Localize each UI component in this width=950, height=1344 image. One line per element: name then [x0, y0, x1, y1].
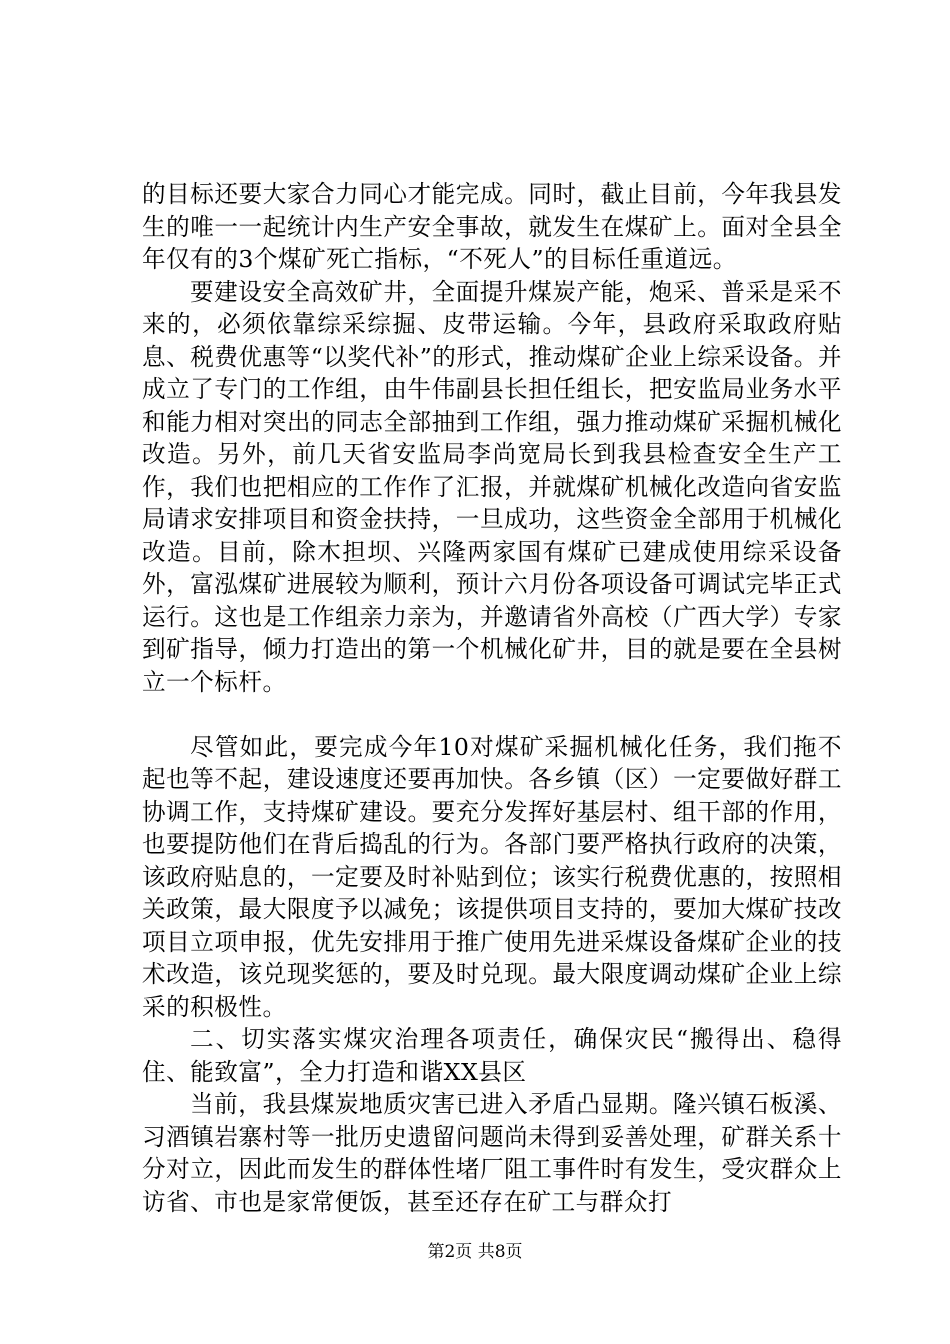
- page-footer: 第2页 共8页: [427, 1242, 523, 1262]
- paragraph-3: 尽管如此，要完成今年10对煤矿采掘机械化任务，我们拖不起也等不起，建设速度还要再加快。各乡镇（区）一定要做好群工协调工作，支持煤矿建设。要充分发挥好基层村、组干部的作用，也要提防他们在背后捣乱的行为。各部门要严格执行政府的决策，该政府贴息的，一定要及时补贴到位；该实行税费优惠的，按照相关政策，最大限度予以减免；该提供项目支持的，要加大煤矿技改项目立项申报，优先安排用于推广使用先进采煤设备煤矿企业的技术改造，该兑现奖惩的，要及时兑现。最大限度调动煤矿企业上综采的积极性。: [142, 732, 842, 1021]
- section-heading: 二、切实落实煤灾治理各项责任，确保灾民“搬得出、稳得住、能致富”，全力打造和谐XX县区: [142, 1025, 842, 1086]
- document-body: [142, 178, 842, 1218]
- paragraph-1: 的目标还要大家合力同心才能完成。同时，截止目前，今年我县发生的唯一一起统计内生产安全事故，就发生在煤矿上。面对全县全年仅有的3个煤矿死亡指标，“不死人”的目标任重道远。: [142, 180, 842, 273]
- paragraph-4: 当前，我县煤炭地质灾害已进入矛盾凸显期。隆兴镇石板溪、习酒镇岩寨村等一批历史遗留问题尚未得到妥善处理，矿群关系十分对立，因此而发生的群体性堵厂阻工事件时有发生，受灾群众上访省、市也是家常便饭，甚至还存在矿工与群众打: [142, 1090, 842, 1216]
- paragraph-2: 要建设安全高效矿井，全面提升煤炭产能，炮采、普采是采不来的，必须依靠综采综掘、皮带运输。今年，县政府采取政府贴息、税费优惠等“以奖代补”的形式，推动煤矿企业上综采设备。并成立了专门的工作组，由牛伟副县长担任组长，把安监局业务水平和能力相对突出的同志全部抽到工作组，强力推动煤矿采掘机械化改造。另外，前几天省安监局李尚宽局长到我县检查安全生产工作，我们也把相应的工作作了汇报，并就煤矿机械化改造向省安监局请求安排项目和资金扶持，一旦成功，这些资金全部用于机械化改造。目前，除木担坝、兴隆两家国有煤矿已建成使用综采设备外，富泓煤矿进展较为顺利，预计六月份各项设备可调试完毕正式运行。这也是工作组亲力亲为，并邀请省外高校（广西大学）专家到矿指导，倾力打造出的第一个机械化矿井，目的就是要在全县树立一个标杆。: [142, 277, 842, 696]
